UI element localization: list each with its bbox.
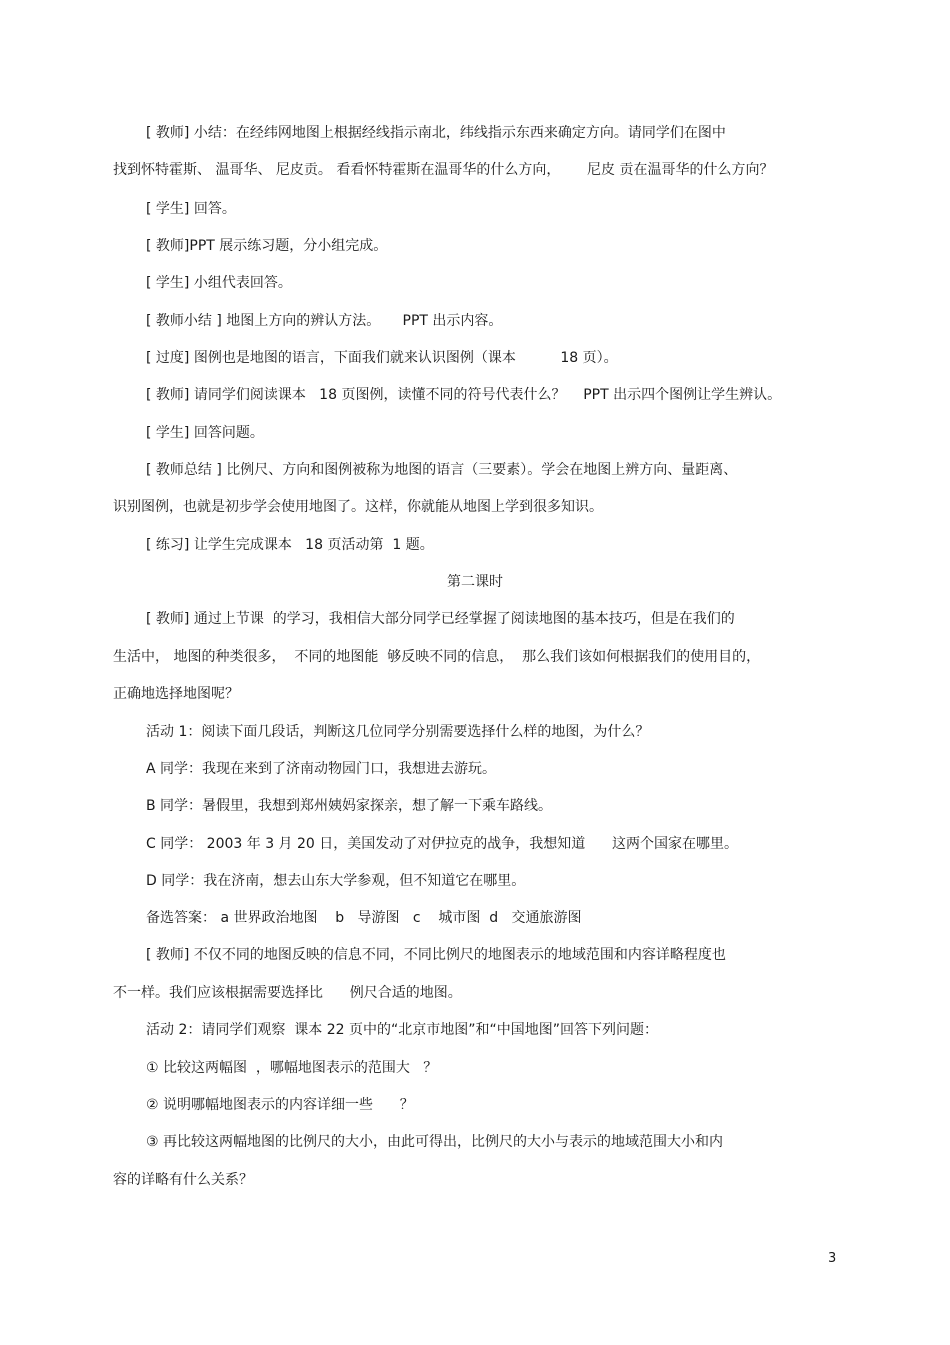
paragraph-line: 活动 1：阅读下面几段话，判断这几位同学分别需要选择什么样的地图，为什么？: [146, 724, 650, 740]
paragraph-line: ② 说明哪幅地图表示的内容详细一些 ？: [146, 1097, 414, 1113]
page-number: 3: [828, 1251, 837, 1266]
section-heading: 第二课时: [447, 574, 503, 590]
paragraph-line: [ 学生] 回答。: [146, 201, 236, 217]
paragraph-line: [ 教师] 不仅不同的地图反映的信息不同，不同比例尺的地图表示的地域范围和内容详略程度也: [146, 947, 726, 963]
paragraph-line: C 同学： 2003 年 3 月 20 日，美国发动了对伊拉克的战争，我想知道 这两个国家在哪里。: [146, 836, 738, 852]
paragraph-line: [ 教师]PPT 展示练习题，分小组完成。: [146, 238, 388, 254]
paragraph-line: 生活中， 地图的种类很多， 不同的地图能 够反映不同的信息， 那么我们该如何根据我们的使用目的，: [113, 649, 761, 665]
paragraph-line: [ 教师小结 ] 地图上方向的辨认方法。 PPT 出示内容。: [146, 313, 503, 329]
paragraph-line: [ 练习] 让学生完成课本 18 页活动第 1 题。: [146, 537, 434, 553]
paragraph-line: 找到怀特霍斯、 温哥华、 尼皮贡。 看看怀特霍斯在温哥华的什么方向， 尼皮 贡在温哥华的什么方向？: [113, 162, 774, 178]
paragraph-line: [ 教师] 小结：在经纬网地图上根据经线指示南北，纬线指示东西来确定方向。请同学们在图中: [146, 125, 726, 141]
paragraph-line: [ 教师总结 ] 比例尺、方向和图例被称为地图的语言（三要素）。学会在地图上辨方向、量距离、: [146, 462, 738, 478]
paragraph-line: [ 教师] 通过上节课 的学习，我相信大部分同学已经掌握了阅读地图的基本技巧，但是在我们的: [146, 611, 735, 627]
paragraph-line: ③ 再比较这两幅地图的比例尺的大小，由此可得出，比例尺的大小与表示的地域范围大小和内: [146, 1134, 723, 1150]
paragraph-line: B 同学：暑假里，我想到郑州姨妈家探亲，想了解一下乘车路线。: [146, 798, 553, 814]
paragraph-line: D 同学：我在济南，想去山东大学参观，但不知道它在哪里。: [146, 873, 526, 889]
paragraph-line: [ 学生] 回答问题。: [146, 425, 264, 441]
paragraph-line: 容的详略有什么关系？: [113, 1172, 253, 1188]
paragraph-line: 备选答案： a 世界政治地图 b 导游图 c 城市图 d 交通旅游图: [146, 910, 582, 926]
paragraph-line: 识别图例，也就是初步学会使用地图了。这样，你就能从地图上学到很多知识。: [113, 499, 603, 515]
paragraph-line: A 同学：我现在来到了济南动物园门口，我想进去游玩。: [146, 761, 497, 777]
paragraph-line: ① 比较这两幅图 ，哪幅地图表示的范围大 ？: [146, 1060, 438, 1076]
paragraph-line: [ 过度] 图例也是地图的语言，下面我们就来认识图例（课本 18 页）。: [146, 350, 618, 366]
paragraph-line: [ 教师] 请同学们阅读课本 18 页图例，读懂不同的符号代表什么？ PPT 出示四个图例让学生辨认。: [146, 387, 782, 403]
paragraph-line: 正确地选择地图呢？: [113, 686, 239, 702]
paragraph-line: 不一样。我们应该根据需要选择比 例尺合适的地图。: [113, 985, 462, 1001]
paragraph-line: [ 学生] 小组代表回答。: [146, 275, 292, 291]
paragraph-line: 活动 2：请同学们观察 课本 22 页中的“北京市地图”和“中国地图”回答下列问题：: [146, 1022, 658, 1038]
